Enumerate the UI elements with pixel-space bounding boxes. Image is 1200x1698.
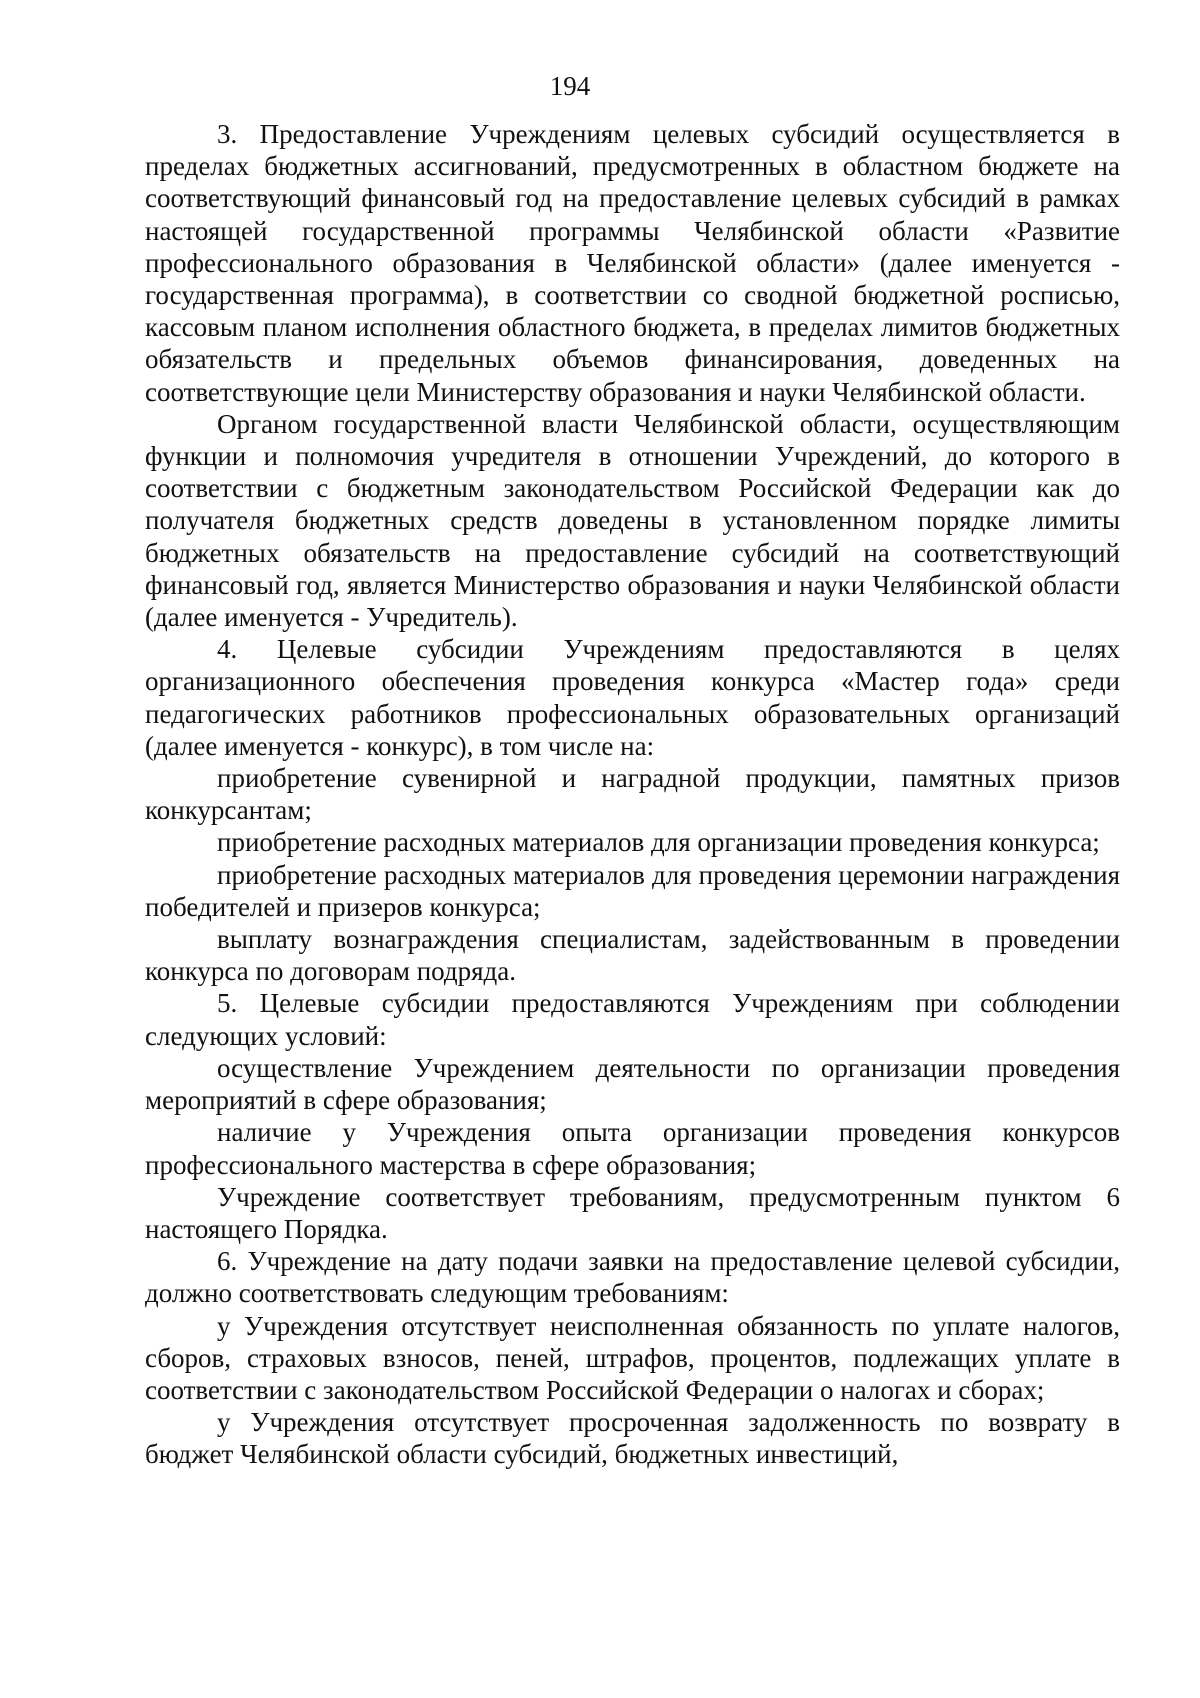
page-number: 194 (549, 71, 591, 101)
paragraph-6-requirements: 6. Учреждение на дату подачи заявки на предоставление целевой субсидии, должно соответствовать следующим требованиям: (145, 1246, 1120, 1309)
list-item-activity: осуществление Учреждением деятельности по организации проведения мероприятий в сфере образования; (145, 1052, 1120, 1116)
list-item-experience: наличие у Учреждения опыта организации проведения конкурсов профессионального мастерства в сфере образования; (145, 1117, 1120, 1180)
list-item-no-overdue-debt: у Учреждения отсутствует просроченная задолженность по возврату в бюджет Челябинской области субсидий, бюджетных инвестиций, (145, 1407, 1120, 1470)
list-item-consumables-ceremony: приобретение расходных материалов для проведения церемонии награждения победителей и призеров конкурса; (145, 859, 1120, 922)
paragraph-5-conditions: 5. Целевые субсидии предоставляются Учреждениям при соблюдении следующих условий: (145, 988, 1120, 1051)
list-item-requirements: Учреждение соответствует требованиям, предусмотренным пунктом 6 настоящего Порядка. (145, 1181, 1120, 1244)
list-item-consumables-contest: приобретение расходных материалов для организации проведения конкурса; (217, 827, 1100, 858)
list-item-specialist-payment: выплату вознаграждения специалистам, задействованным в проведении конкурса по договорам подряда. (145, 924, 1120, 987)
list-item-souvenirs: приобретение сувенирной и наградной продукции, памятных призов конкурсантам; (145, 763, 1120, 826)
paragraph-4-purpose: 4. Целевые субсидии Учреждениям предоставляются в целях организационного обеспечения проведения конкурса «Мастер года» среди педагогических работников профессиональных образовательных организаций (далее именуется - конкурс), в том числе на: (145, 634, 1120, 761)
list-item-no-tax-debt: у Учреждения отсутствует неисполненная обязанность по уплате налогов, сборов, страховых взносов, пеней, штрафов, процентов, подлежащих уплате в соответствии с законодательством Российской Федерации о налогах и сборах; (145, 1310, 1120, 1405)
paragraph-3-intro: 3. Предоставление Учреждениям целевых субсидий осуществляется в пределах бюджетных ассигнований, предусмотренных в областном бюджете на соответствующий финансовый год на предоставление целевых субсидий в рамках настоящей государственной программы Челябинской области «Развитие профессионального образования в Челябинской области» (далее именуется - государственная программа), в соответствии со сводной бюджетной росписью, кассовым планом исполнения областного бюджета, в пределах лимитов бюджетных обязательств и предельных объемов финансирования, доведенных на соответствующие цели Министерству образования и науки Челябинской области. (145, 119, 1120, 407)
document-body (145, 118, 1120, 1471)
paragraph-founder-body: Органом государственной власти Челябинской области, осуществляющим функции и полномочия учредителя в отношении Учреждений, до которого в соответствии с бюджетным законодательством Российской Федерации как до получателя бюджетных средств доведены в установленном порядке лимиты бюджетных обязательств на предоставление субсидий на соответствующий финансовый год, является Министерство образования и науки Челябинской области (далее именуется - Учредитель). (145, 408, 1120, 633)
